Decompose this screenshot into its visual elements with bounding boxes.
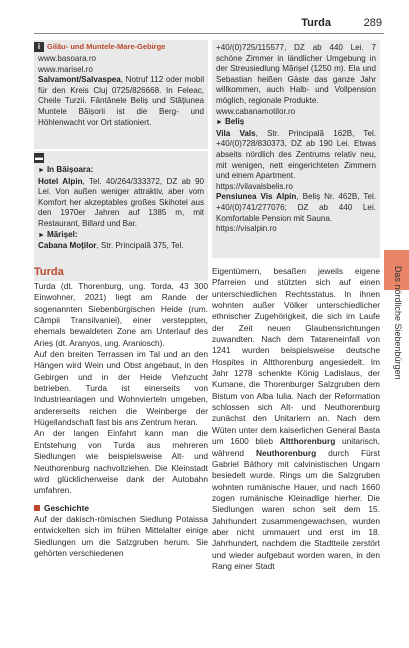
paragraph: An der langen Einfahrt kann man die Entstehung von Turda aus mehreren Siedlungen wie beispielsweise Alt- und Neuthorenburg nachvollziehen. Die Kleinstadt wird glücklicherweise dank der Autobahn umfahren.: [34, 428, 208, 496]
article-right-column: [212, 266, 380, 572]
link-vilavalsbelis[interactable]: https://vilavalsbelis.ro: [216, 181, 293, 191]
location-baisoara: [38, 165, 204, 177]
link-basoara[interactable]: www.basoara.ro: [38, 54, 97, 63]
link-marisel[interactable]: www.marisel.ro: [38, 64, 93, 74]
arrow-icon: ►: [216, 119, 223, 127]
hotel-alpin-name: Hotel Alpin: [38, 176, 83, 186]
arrow-icon: ►: [38, 231, 45, 239]
history-text-part1: Eigentümern, besaßen jeweils eigene Pfarreien und stützten sich auf einen unterschiedlichen Rechtsstatus. In ihnen wohnten außer Völker unterschiedlicher ethnischer Zugehörigkeit, die sich im Laufe der Zeit neuen Glaubensrichtungen zuwandten. Nach dem Tatareneinfall von 1241 wurden beispielsweise deutsche Hospites in Altthorenburg angesiedelt. Im Jahr 1278 schenkte König Ladislaus, der Kumane, die Thorenburger Salzgruben dem Bistum von Alba Iulia. Nach der Reformation schlossen sich Alt- und Neuthorenburg zunächst den Unitariern an. Nach dem Wüten unter dem kaiserlichen General Basta um 1600 blieb: [212, 266, 380, 447]
chapter-title: Das nördliche Siebenbürgen: [393, 266, 403, 380]
info-icon: i: [34, 42, 44, 52]
cabana-entry: [38, 241, 204, 252]
pension-name: Pensiunea Vis Alpin: [216, 192, 297, 202]
chapter-side-label: [391, 266, 405, 566]
location-baisoara-label: In Băișoara:: [46, 165, 94, 174]
paragraph-history: [212, 266, 380, 572]
info-box-body: [34, 53, 208, 128]
location-belis: [216, 117, 376, 129]
link-cabanamotilor[interactable]: www.cabanamotilor.ro: [216, 106, 296, 116]
accommodation-body: [34, 164, 208, 252]
pension-text: , Beliș Nr. 462B, Tel. +40/(0)741/277076; DZ ab 440 Lei. Komfortable Pension mit Sauna.: [216, 192, 376, 223]
vila-vals-name: Vila Vals: [216, 128, 256, 138]
section-square-icon: [34, 505, 40, 511]
accommodation-continued-body: [212, 40, 380, 235]
paragraph: Auf den breiten Terrassen im Tal und an den Hängen wird Wein und Obst angebaut, in den Gebirgen und in der Heide Viehzucht betrieben. Turda ist einerseits von Industrieanlagen und Wohnvierteln umgeben, andererseits reichen die Weinberge der Hügellandschaft fast bis ans Zentrum heran.: [34, 349, 208, 428]
accommodation-box-continued: [212, 40, 380, 258]
page-header: [0, 16, 409, 34]
paragraph: Turda (dt. Thorenburg, ung. Torda, 43 300 Einwohner, 2021) liegt am Rande der sogenannten Siebenbürgischen Heide (rum. Câmpii Transilvaniei), einer versteppten, ehemals bewaldeten Zone am Unterlauf des Arieș (dt. Aranyos, ung. Araniosch).: [34, 281, 208, 348]
cabana-continued-text: +40/(0)725/115577, DZ ab 440 Lei. 7 schöne Zimmer in ländlicher Umgebung in der Streusiedlung Mărișel (1250 m). Ela und Sebastian heißen Gäste das ganze Jahr willkommen, auch Halb- und Vollpension möglich, regionale Produkte.: [216, 43, 376, 105]
article-title: Turda: [34, 266, 64, 278]
header-rule: [34, 33, 384, 34]
accommodation-heading: [34, 151, 208, 164]
vila-vals-entry: [216, 129, 376, 182]
history-text-part3: durch Fürst Gabriel Báthory mit calvinistischen Ungarn besiedelt wurde. Rings um die Salzgruben wohnten rumänische Hauer, und nach 1660 zogen rumänische Kleinadlige hierher. Die Siedlungen waren schon seit dem 15. Jahrhundert zusammengewachsen, wurden aber nicht ummauert und erst im 18. Jahrhundert, nachdem die Stadtteile zerstört und wieder aufgebaut worden waren, in den Rang einer Stadt: [212, 447, 381, 571]
hotel-alpin-entry: [38, 177, 204, 230]
link-visalpin[interactable]: https://visalpin.ro: [216, 224, 277, 234]
location-marisel-label: Mărișel:: [46, 229, 78, 239]
accommodation-box: [34, 151, 208, 281]
bed-icon: ▬: [35, 152, 43, 162]
info-box-title: Gilău- und Muntele-Mare-Gebirge: [47, 42, 166, 51]
salvamont-description: , Notruf 112 oder mobil für den Kreis Cluj 0725/826668. In Feleac, Cheile Turzii. Fântânele Beliș und Stâțiunea Muntele Băișorii ist die Berg- und Höhlenwacht vor Ort stationiert.: [38, 75, 204, 127]
cabana-text: , Str. Principală 375, Tel.: [96, 241, 184, 251]
salvamont-text: [38, 75, 204, 128]
cabana-name: Cabana Moților: [38, 241, 97, 251]
arrow-icon: ►: [38, 167, 45, 174]
location-marisel: [38, 230, 204, 242]
pension-entry: [216, 192, 376, 224]
info-box-heading: [34, 40, 208, 53]
salvamont-label: Salvamont/Salvaspea: [38, 75, 121, 85]
paragraph: Auf der dakisch-römischen Siedlung Potaissa entwickelten sich im frühen Mittelalter einige Siedlungen um die Salzgruben herum. Sie gehörten verschiedenen: [34, 513, 208, 558]
section-title: Geschichte: [44, 502, 89, 513]
page-number: 289: [363, 17, 382, 29]
hotel-alpin-text: , Tel. 40/264/333372, DZ ab 90 Lei. Von außen weniger attraktiv, aber vom Komfort her akzeptables großes Skihotel aus den 1970er Jahren auf 1385 m, mit Restaurant, Billard und Bar.: [38, 176, 204, 228]
vila-vals-text: , Str. Principală 162B, Tel. +40/(0)728/830373, DZ ab 190 Lei. Etwas abseits nördlich des Zentrums relativ neu, mit wenigen, nett eingerichteten Zimmern und einem Apartment.: [216, 128, 376, 181]
info-box-mountains: [34, 40, 208, 149]
history-text-part2: unitarisch, während: [212, 436, 380, 458]
neuthorenburg-bold: Neuthorenburg: [255, 447, 317, 458]
altthorenburg-bold: Altthorenburg: [279, 436, 336, 447]
section-heading: [34, 503, 208, 514]
article-left-column: [34, 266, 208, 559]
location-belis-label: Beliș: [224, 117, 245, 127]
running-title: Turda: [301, 17, 331, 29]
